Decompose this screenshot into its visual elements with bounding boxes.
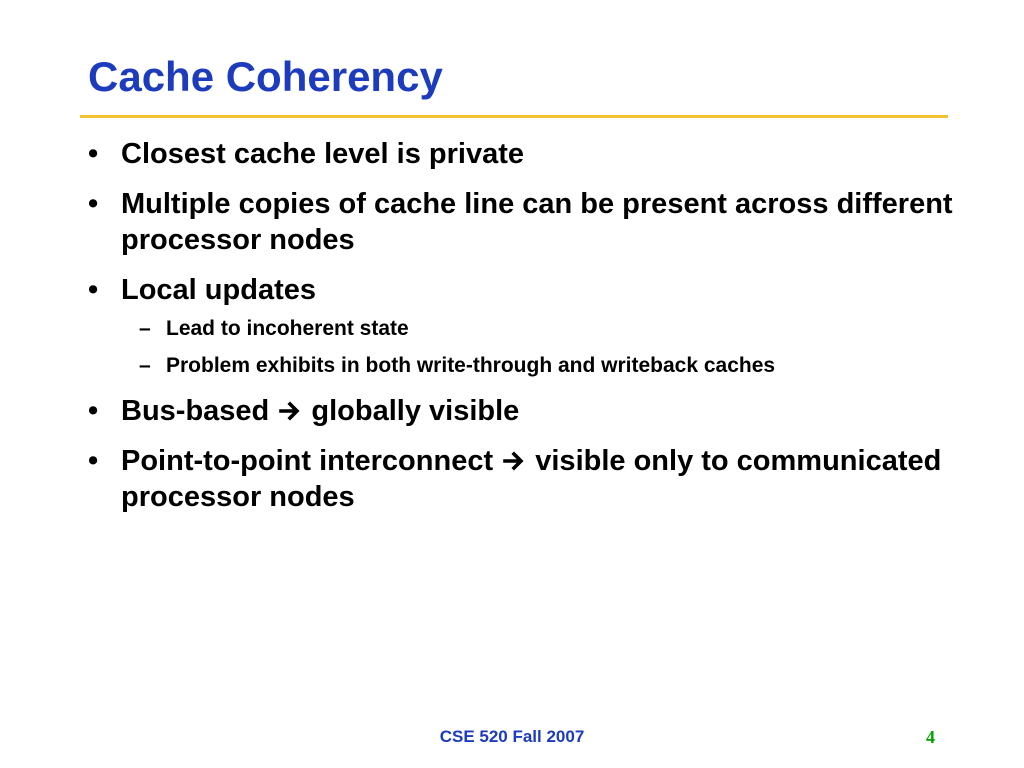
bullet-text: Closest cache level is private [121, 138, 524, 170]
bullet-text: Local updates [121, 274, 316, 306]
bullet-item [88, 443, 968, 515]
bullet-item [88, 272, 968, 379]
right-arrow-icon [503, 450, 525, 472]
bullet-text: Multiple copies of cache line can be present across different processor nodes [121, 188, 953, 256]
sub-bullet-item [139, 316, 968, 342]
sub-bullet-mark: – [139, 354, 151, 377]
slide-title: Cache Coherency [88, 53, 443, 100]
right-arrow-icon [279, 400, 301, 422]
sub-bullet-item [139, 353, 968, 379]
bullet-text-after-arrow: visible only to communicated processor nodes [121, 445, 942, 513]
bullet-mark: • [88, 138, 99, 170]
sub-bullet-text: Problem exhibits in both write-through and writeback caches [166, 354, 776, 377]
bullet-mark: • [88, 395, 99, 427]
bullet-text-before-arrow: Bus-based [121, 395, 270, 427]
sub-bullet-mark: – [139, 317, 151, 340]
bullet-mark: • [88, 445, 99, 477]
bullet-item [88, 186, 968, 258]
page-number: 4 [926, 727, 935, 747]
sub-bullet-list [139, 316, 968, 379]
bullet-text-before-arrow: Point-to-point interconnect [121, 445, 494, 477]
bullet-mark: • [88, 188, 99, 220]
bullet-text-after-arrow: globally visible [311, 395, 520, 427]
bullet-item [88, 393, 968, 429]
footer-course: CSE 520 Fall 2007 [439, 727, 585, 746]
bullet-item [88, 136, 968, 172]
bullet-list [88, 136, 968, 529]
bullet-mark: • [88, 274, 99, 306]
sub-bullet-text: Lead to incoherent state [166, 317, 409, 340]
title-underline [80, 115, 948, 118]
